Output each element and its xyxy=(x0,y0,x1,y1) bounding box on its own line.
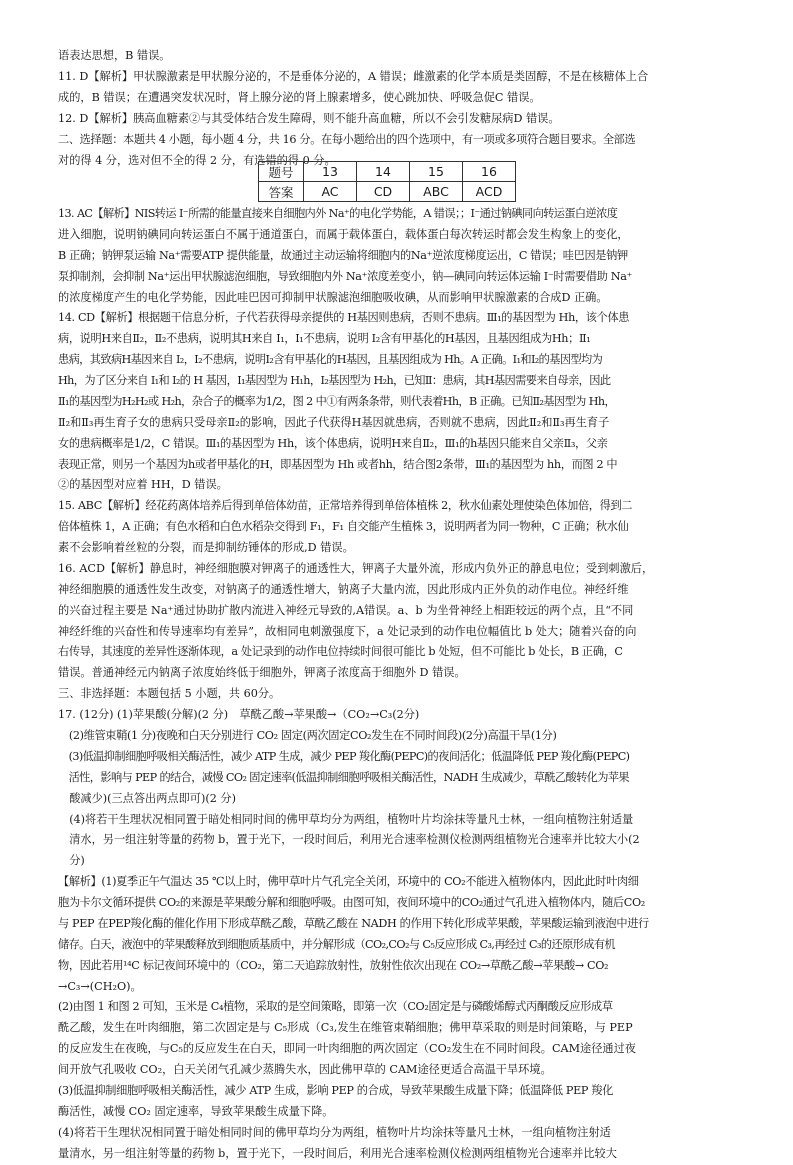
text-line: 对的得 4 分，选对但不全的得 2 分，有选错的得 0 分。 xyxy=(58,153,336,167)
text-line: 分) xyxy=(58,854,85,868)
text-line: B 正确；钠钾泵运输 Na⁺需要ATP 提供能量，故通过主动运输将细胞内的Na⁺逆浓度梯度运出，C 错误；哇巴因是钠钾 xyxy=(58,248,628,262)
text-line: 三、非选择题：本题包括 5 小题，共 60分。 xyxy=(58,687,281,701)
text-line: (2)维管束鞘(1 分)夜晚和白天分别进行 CO₂ 固定(两次固定CO₂发生在不同时间段)(2分)高温干旱(1分) xyxy=(58,729,557,742)
text-line: Ⅱ₂和Ⅱ₃再生育子女的患病只受母亲Ⅱ₂的影响，因此子代获得H基因就患病，否则就不患病，因此Ⅱ₂和Ⅱ₃再生育子 xyxy=(58,415,610,429)
text-line: (2)由图 1 和图 2 可知，玉米是 C₄植物，采取的是空间策略，即第一次（CO₂固定是与磷酸烯醇式丙酮酸反应形成草 xyxy=(58,1000,613,1014)
text-line: 成的，B 错误；在遭遇突发状况时，肾上腺分泌的肾上腺素增多，使心跳加快、呼吸急促C 错误。 xyxy=(58,90,541,104)
text-line: 17. (12分) (1)苹果酸(分解)(2 分) 草酰乙酸→苹果酸→（CO₂→C₃(2分) xyxy=(58,708,420,722)
text-line: 酰乙酸，发生在叶肉细胞，第二次固定是与 C₅形成（C₃,发生在维管束鞘细胞；佛甲草采取的则是时间策略，与 PEP xyxy=(58,1021,633,1035)
text-line: 12. D【解析】胰高血糖素②与其受体结合发生障碍，则不能升高血糖，所以不会引发糖尿病D 错误。 xyxy=(58,111,560,125)
text-line: 13. AC【解析】NIS转运 I⁻所需的能量直接来自细胞内外 Na⁺的电化学势能，A 错误；；I⁻通过钠碘同向转运蛋白逆浓度 xyxy=(58,207,618,220)
text-line: 女的患病概率是1/2，C 错误。Ⅲ₁的基因型为 Hh，该个体患病，说明H来自Ⅱ₂，Ⅲ₁的h基因只能来自父亲Ⅱ₃，父亲 xyxy=(58,436,608,450)
text-line: 活性，影响与 PEP 的结合，减慢 CO₂ 固定速率(低温抑制细胞呼吸相关酶活性，NADH 生成减少，草酰乙酸转化为苹果 xyxy=(58,770,630,784)
text-line: 的兴奋过程主要是 Na⁺通过协助扩散内流进入神经元导致的,A错误。a、b 为坐骨神经上相距较远的两个点，且“不同 xyxy=(58,603,634,617)
text-line: 的反应发生在夜晚，与C₅的反应发生在白天，即同一叶肉细胞的两次固定（CO₂发生在不同时间段。CAM途径通过夜 xyxy=(58,1042,636,1056)
row-header-answers: 答案 xyxy=(259,182,304,202)
text-line: 错误。普通神经元内钠离子浓度始终低于细胞外，钾离子浓度高于细胞外 D 错误。 xyxy=(58,666,466,680)
answer-cell: ABC xyxy=(410,182,463,202)
text-line: (4)将若干生理状况相同置于暗处相同时间的佛甲草均分为两组，植物叶片均涂抹等量凡士林，一组向植物注射适量 xyxy=(58,812,634,826)
text-line: 间开放气孔吸收 CO₂，白天关闭气孔减少蒸腾失水，因此佛甲草的 CAM途径更适合高温干旱环境。 xyxy=(58,1063,552,1077)
text-line: Ⅱ₁的基因型为H₂H₂或 H₂h，杂合子的概率为1/2，图 2 中①有两条条带，则代表着Hh，B 正确。已知Ⅱ₂基因型为 Hh， xyxy=(58,394,616,408)
text-line: 倍体植株 1，A 正确；有色水稻和白色水稻杂交得到 F₁，F₁ 自交能产生植株 3，说明两者为同一物种，C 正确；秋水仙 xyxy=(58,520,629,534)
answer-table-row-answers xyxy=(259,182,516,202)
text-line: 表现正常，则另一个基因为h或者甲基化的H，即基因型为 Hh 或者hh，结合图2条带，Ⅲ₁的基因型为 hh，而图 2 中 xyxy=(58,457,618,471)
text-line: 15. ABC【解析】经花药离体培养后得到单倍体幼苗，正常培养得到单倍体植株 2，秋水仙素处理使染色体加倍，得到二 xyxy=(58,499,633,513)
text-line: 量清水，另一组注射等量的药物 b，置于光下，一段时间后，利用光合速率检测仪检测两组植物光合速率并比较大 xyxy=(58,1146,617,1160)
text-line: (3)低温抑制细胞呼吸相关酶活性，减少 ATP 生成，影响 PEP 的合成，导致苹果酸生成量下降；低温降低 PEP 羧化 xyxy=(58,1083,613,1097)
text-line: (4)将若干生理状况相同置于暗处相同时间的佛甲草均分为两组，植物叶片均涂抹等量凡士林，一组向植物注射适 xyxy=(58,1125,611,1139)
text-line: (3)低温抑制细胞呼吸相关酶活性，减少 ATP 生成，减少 PEP 羧化酶(PEPC)的夜间活化；低温降低 PEP 羧化酶(PEPC) xyxy=(58,749,630,763)
text-line: 神经细胞膜的通透性发生改变，对钠离子的通透性增大，钠离子大量内流，因此形成内正外负的动作电位。神经纤维 xyxy=(58,582,629,596)
text-line: 清水，另一组注射等量的药物 b，置于光下，一段时间后，利用光合速率检测仪检测两组植物光合速率并比较大小(2 xyxy=(58,833,640,847)
answer-cell: CD xyxy=(357,182,410,202)
text-line: 二、选择题：本题共 4 小题，每小题 4 分，共 16 分。在每小题给出的四个选项中，有一项或多项符合题目要求。全部选 xyxy=(58,132,636,146)
text-line: 酸减少)(三点答出两点即可)(2 分) xyxy=(58,791,236,805)
answer-table xyxy=(258,161,516,202)
text-line: 语表达思想，B 错误。 xyxy=(58,49,171,62)
text-line: 【解析】(1)夏季正午气温达 35 ℃以上时，佛甲草叶片气孔完全关闭，环境中的 CO₂不能进入植物体内，因此此时叶肉细 xyxy=(58,875,639,889)
text-line: 神经纤维的兴奋性和传导速率均有差异”，故相同电刺激强度下，a 处记录到的动作电位幅值比 b 处大；随着兴奋的向 xyxy=(58,624,637,638)
text-line: 胞为卡尔文循环提供 CO₂的来源是苹果酸分解和细胞呼吸。由图可知，夜间环境中的CO₂通过气孔进入植物体内，随后CO₂ xyxy=(58,896,645,910)
text-line: 病，说明H来自Ⅱ₂，Ⅱ₂不患病，说明其H来自 I₁，I₁不患病，说明 I₂含有甲基化的H基因，且基因组成为Hh；Ⅱ₁ xyxy=(58,332,591,346)
text-line: 右传导，其速度的差异性逐渐体现，a 处记录到的动作电位持续时间很可能比 b 处短，但不可能比 b 处长，B 正确，C xyxy=(58,645,623,659)
answer-table-row-numbers xyxy=(259,162,516,182)
question-number: 14 xyxy=(357,162,410,182)
text-line: Hh，为了区分来自 I₁和 I₂的 H 基因，I₁基因型为 H₁h，I₂基因型为 H₂h，已知Ⅱ：患病，其H基因需要来自母亲，因此 xyxy=(58,374,611,388)
question-number: 15 xyxy=(410,162,463,182)
text-line: 酶活性，减慢 CO₂ 固定速率，导致苹果酸生成量下降。 xyxy=(58,1104,334,1118)
text-line: 物，因此若用¹⁴C 标记夜间环境中的（CO₂，第二天追踪放射性，放射性依次出现在 CO₂→草酰乙酸→苹果酸→ CO₂ xyxy=(58,958,609,972)
text-line: 16. ACD【解析】静息时，神经细胞膜对钾离子的通透性大，钾离子大量外流，形成内负外正的静息电位；受到刺激后， xyxy=(58,561,654,575)
text-line: 患病，其致病H基因来自 I₂，I₂不患病，说明I₂含有甲基化的H基因，且基因组成为 Hh。A 正确。I₁和I₂的基因型均为 xyxy=(58,353,603,367)
answer-cell: ACD xyxy=(463,182,516,202)
row-header-numbers: 题号 xyxy=(259,162,304,182)
answer-cell: AC xyxy=(304,182,357,202)
text-line: 进入细胞，说明钠碘同向转运蛋白不属于通道蛋白，而属于载体蛋白，载体蛋白每次转运时都会发生构象上的变化， xyxy=(58,227,629,241)
text-line: 泵抑制剂，会抑制 Na⁺运出甲状腺滤泡细胞，导致细胞内外 Na⁺浓度差变小，钠—碘同向转运体运输 I⁻时需要借助 Na⁺ xyxy=(58,269,633,283)
text-line: 11. D【解析】甲状腺激素是甲状腺分泌的，不是垂体分泌的，A 错误；雌激素的化学本质是类固醇，不是在核糖体上合 xyxy=(58,69,649,83)
text-line: 与 PEP 在PEP羧化酶的催化作用下形成草酰乙酸，草酰乙酸在 NADH 的作用下转化形成苹果酸，苹果酸运输到液泡中进行 xyxy=(58,916,649,930)
text-line: 的浓度梯度产生的电化学势能，因此哇巴因可抑制甲状腺滤泡细胞吸收碘，从而影响甲状腺激素的合成D 正确。 xyxy=(58,290,608,304)
text-line: 14. CD【解析】根据题干信息分析，子代若获得母亲提供的 H基因则患病，否则不患病。Ⅲ₁的基因型为 Hh，该个体患 xyxy=(58,311,630,325)
text-line: 储存。白天，液泡中的苹果酸释放到细胞质基质中，并分解形成（CO₂,CO₂与 C₅反应形成 C₃,再经过 C₃的还原形成有机 xyxy=(58,937,616,951)
text-line: →C₃→(CH₂O)。 xyxy=(58,979,142,993)
question-number: 16 xyxy=(463,162,516,182)
question-number: 13 xyxy=(304,162,357,182)
text-line: ②的基因型对应着 HH，D 错误。 xyxy=(58,478,228,492)
text-line: 素不会影响着丝粒的分裂，而是抑制纺锤体的形成,D 错误。 xyxy=(58,541,354,555)
